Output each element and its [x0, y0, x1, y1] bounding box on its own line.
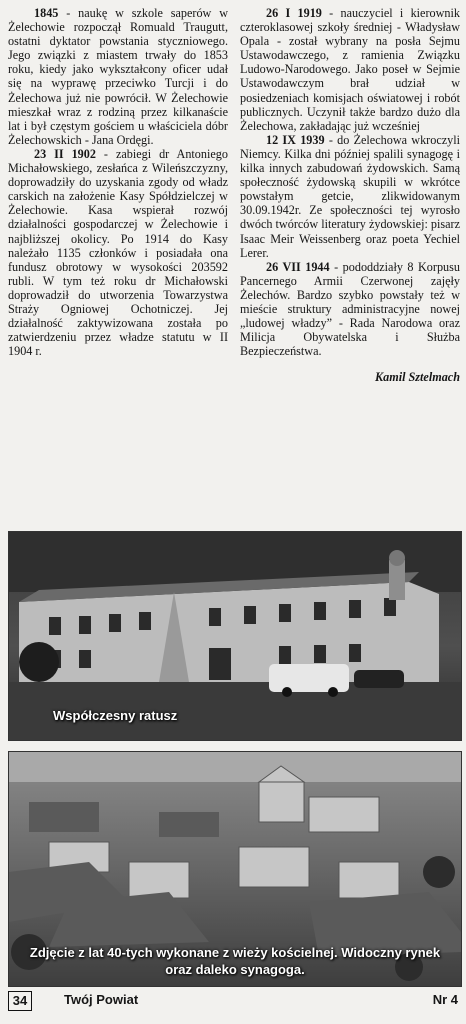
- page-footer: [8, 991, 460, 1013]
- entry-date: 26 I 1919: [266, 6, 322, 20]
- entry-text: - nauczyciel i kierownik czteroklasowej szkoły średniej - Władysław Opala - został wybrany na posła Sejmu Ustawodawczego, z ramienia Związku Ludowo-Narodowego. Jako poseł w Sejmie Ustawodawczym brał udział w posiedzeniach komisjach oświatowej i robót publicznych. Uczynił także bardzo dużo dla Żelechowa, zakładając już wcześniej: [240, 6, 460, 133]
- photo-caption: Współczesny ratusz: [53, 708, 178, 723]
- entry-date: 1845: [34, 6, 59, 20]
- left-column: [8, 6, 228, 522]
- issue-number: Nr 4: [432, 992, 458, 1007]
- entry-1944: [240, 260, 460, 359]
- photo-market-square: [8, 751, 462, 987]
- entry-1939: [240, 133, 460, 260]
- entry-text: - zabiegi dr Antoniego Michałowskiego, zesłańca z Wileńszczyzny, doprowadziły do uzyskania zgody od władz carskich na założenie Kasy Spółdzielczej w Żelechowie. Kasa wspierał rozwój działalności gospodarczej w Żelechowie i najbliższej okolicy. Po 1914 do Kasy należało 1135 członków i posiadała ona fundusz obrotowy w wysokości 203592 rubli. W tym też roku dr Michałowski doprowadził do utworzenia Towarzystwa Straży Ogniowej Ochotniczej. Jej działalność zaktywizowana została po zatwierdzeniu przez władze statutu w II 1904 r.: [8, 146, 228, 359]
- page-number: 34: [8, 991, 32, 1011]
- entry-text: - naukę w szkole saperów w Żelechowie rozpoczął Romuald Traugutt, ostatni dyktator powstania styczniowego. Jego związki z miastem trwały do 1853 roku, kiedy jako wykształcony oficer udał się na wyprawę przeciwko Turcji i do Żelechowa już nie powrócił. W Żelechowie mieszkał wraz z rodziną przez kilkanaście lat i był częstym gościem u właściciela dóbr Żelechowskich - Jana Ordęgi.: [8, 6, 228, 147]
- photo-caption: Zdjęcie z lat 40-tych wykonane z wieży kościelnej. Widoczny rynek oraz daleko synagoga.: [29, 945, 441, 977]
- entry-1902: [8, 147, 228, 358]
- photo-town-hall: [8, 531, 462, 741]
- author-signature: Kamil Sztelmach: [375, 370, 460, 385]
- entry-1919: [240, 6, 460, 133]
- entry-date: 26 VII 1944: [266, 259, 330, 274]
- magazine-title: Twój Powiat: [64, 992, 139, 1007]
- entry-text: - pododdziały 8 Korpusu Pancernego Armii Czerwonej zajęły Żelechów. Bardzo szybko powstały też w mieście struktury administracyjne nowej „ludowej władzy” - Rada Narodowa oraz Milicja Obywatelska i Służba Bezpieczeństwa.: [240, 259, 460, 359]
- entry-1845: [8, 6, 228, 147]
- entry-text: - do Żelechowa wkroczyli Niemcy. Kilka dni później spalili synagogę i kilka innych zabudowań żydowskich. Samą społeczność żydowską skupili w wkrótce powstałym getcie, zlikwidowanym 30.09.1942r. Ze społeczności tej wyrosło dwóch twórców literatury żydowskiej: pisarz Isaac Meir Weissenberg oraz poeta Yechiel Lerer.: [240, 132, 460, 260]
- entry-date: 23 II 1902: [34, 146, 96, 161]
- article-columns: [8, 6, 460, 522]
- right-column: [240, 6, 460, 522]
- entry-date: 12 IX 1939: [266, 132, 325, 147]
